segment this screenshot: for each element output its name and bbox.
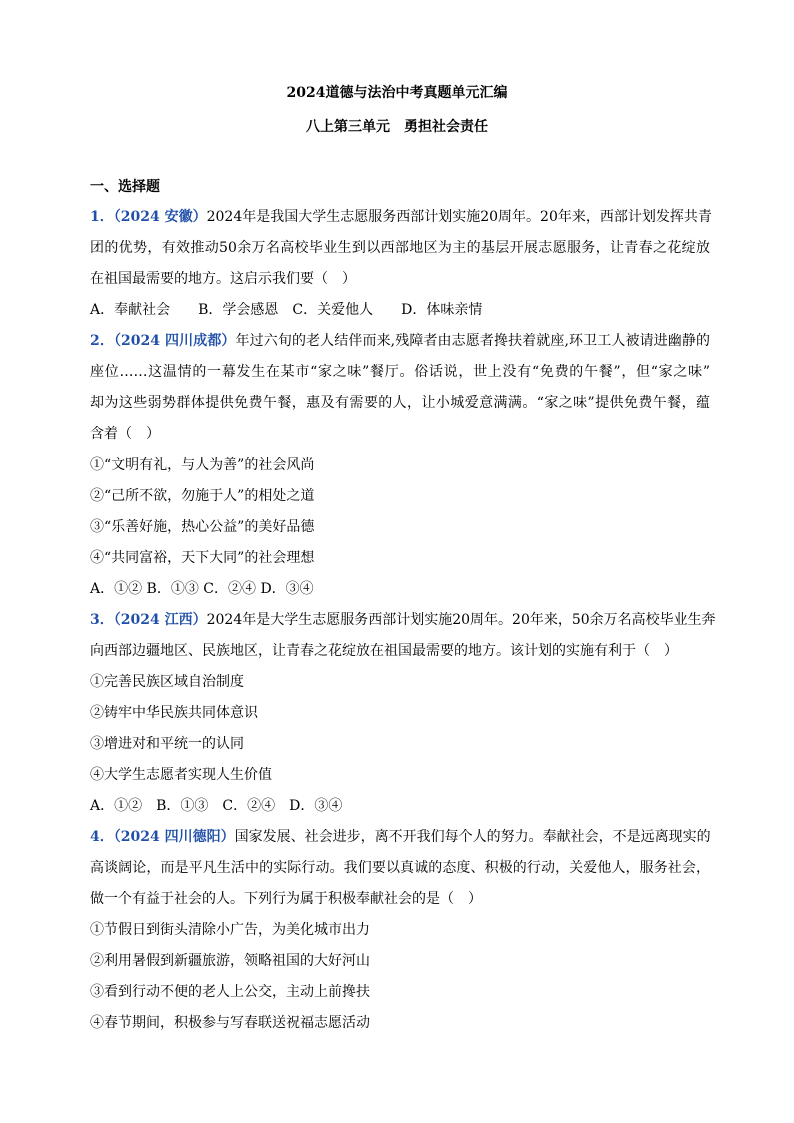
question-1-line-1 xyxy=(90,207,710,227)
question-source: （2024 安徽） xyxy=(113,209,207,225)
question-source: （2024 四川德阳） xyxy=(113,829,235,845)
question-2-options: A．①② B．①③ C．②④ D．③④ xyxy=(90,581,314,597)
question-text: 国家发展、社会进步，离不开我们每个人的努力。奉献社会，不是远离现实的 xyxy=(234,829,711,845)
question-4-item-4: ④春节期间，积极参与写春联送祝福志愿活动 xyxy=(90,1015,370,1031)
question-source: （2024 江西） xyxy=(113,612,207,628)
question-1-options: A．奉献社会 B．学会感恩 C．关爱他人 D．体味亲情 xyxy=(90,302,483,318)
question-2-line-4: 含着（ ） xyxy=(90,426,160,442)
question-1-line-2: 团的优势，有效推动50余万名高校毕业生到以西部地区为主的基层开展志愿服务，让青春之花绽放 xyxy=(90,240,710,256)
question-2-item-3: ③“乐善好施，热心公益”的美好品德 xyxy=(90,519,315,535)
question-2-line-3: 却为这些弱势群体提供免费午餐，惠及有需要的人，让小城爱意满满。“家之味”提供免费午餐，蕴 xyxy=(90,395,710,411)
question-4-item-1: ①节假日到街头清除小广告，为美化城市出力 xyxy=(90,922,370,938)
question-text: 年过六旬的老人结伴而来,残障者由志愿者搀扶着就座,环卫工人被请进幽静的 xyxy=(235,333,710,349)
document-subtitle: 八上第三单元 勇担社会责任 xyxy=(306,119,488,135)
question-3-line-1 xyxy=(90,610,716,630)
question-3-item-1: ①完善民族区域自治制度 xyxy=(90,674,244,690)
question-2-item-2: ②“己所不欲，勿施于人”的相处之道 xyxy=(90,488,315,504)
question-2-item-4: ④“共同富裕，天下大同”的社会理想 xyxy=(90,550,315,566)
question-number: 1． xyxy=(90,209,114,225)
question-2-item-1: ①“文明有礼，与人为善”的社会风尚 xyxy=(90,457,315,473)
question-1-line-3: 在祖国最需要的地方。这启示我们要（ ） xyxy=(90,271,356,287)
section-heading: 一、选择题 xyxy=(90,179,160,195)
question-2-line-1 xyxy=(90,331,710,351)
question-number: 3． xyxy=(90,612,114,628)
question-4-item-3: ③看到行动不便的老人上公交，主动上前搀扶 xyxy=(90,984,370,1000)
question-4-item-2: ②利用暑假到新疆旅游，领略祖国的大好河山 xyxy=(90,953,370,969)
question-4-line-3: 做一个有益于社会的人。下列行为属于积极奉献社会的是（ ） xyxy=(90,891,482,907)
question-3-line-2: 向西部边疆地区、民族地区，让青春之花绽放在祖国最需要的地方。该计划的实施有利于（ ） xyxy=(90,643,678,659)
question-number: 2． xyxy=(90,333,114,349)
question-text: 2024年是我国大学生志愿服务西部计划实施20周年。20年来，西部计划发挥共青 xyxy=(206,209,712,225)
question-4-line-1 xyxy=(90,827,710,847)
question-source: （2024 四川成都） xyxy=(113,333,236,349)
question-4-line-2: 高谈阔论，而是平凡生活中的实际行动。我们要以真诚的态度、积极的行动，关爱他人，服务社会， xyxy=(90,860,710,876)
question-number: 4． xyxy=(90,829,114,845)
question-text: 2024年是大学生志愿服务西部计划实施20周年。20年来，50余万名高校毕业生奔 xyxy=(206,612,716,628)
question-2-line-2: 座位……这温情的一幕发生在某市“家之味”餐厅。俗话说，世上没有“免费的午餐”，但“家之味” xyxy=(90,364,710,380)
question-3-item-2: ②铸牢中华民族共同体意识 xyxy=(90,705,258,721)
document-title: 2024道德与法治中考真题单元汇编 xyxy=(286,85,508,101)
question-3-item-4: ④大学生志愿者实现人生价值 xyxy=(90,767,272,783)
question-3-options: A．①② B．①③ C．②④ D．③④ xyxy=(90,798,343,814)
question-3-item-3: ③增进对和平统一的认同 xyxy=(90,736,244,752)
